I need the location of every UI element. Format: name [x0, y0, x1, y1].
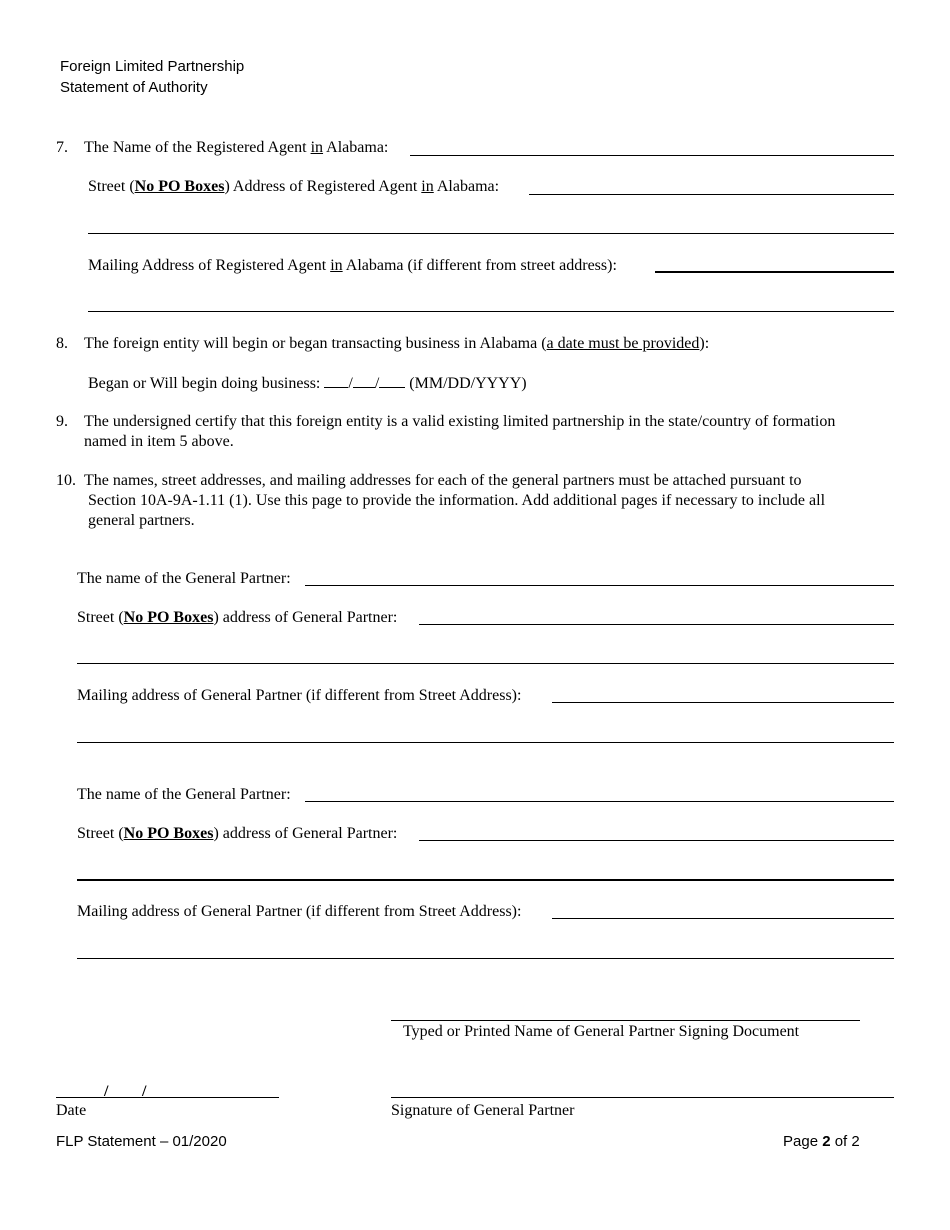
date-separator-2: /	[142, 1083, 147, 1100]
item-9-number: 9.	[56, 413, 68, 430]
agent-street-field-line-2[interactable]	[88, 233, 894, 234]
partner-1-mailing-label: Mailing address of General Partner (if different from Street Address):	[77, 687, 522, 704]
day-field[interactable]	[353, 373, 375, 388]
typed-name-label: Typed or Printed Name of General Partner Signing Document	[403, 1023, 800, 1040]
partner-2-mailing-field-line-2[interactable]	[77, 958, 894, 959]
form-id: FLP Statement – 01/2020	[56, 1133, 227, 1150]
item-7-label: The Name of the Registered Agent in Alabama:	[84, 139, 389, 156]
partner-2-street-label: Street (No PO Boxes) address of General Partner:	[77, 825, 398, 842]
typed-name-field[interactable]	[391, 1020, 860, 1021]
partner-2-street-field-line-2[interactable]	[77, 879, 894, 881]
partner-1-street-field[interactable]	[419, 624, 894, 625]
agent-mailing-field[interactable]	[655, 271, 894, 273]
signature-field[interactable]	[391, 1097, 894, 1098]
partner-1-mailing-field[interactable]	[552, 702, 894, 703]
item-9-line-1: The undersigned certify that this foreign entity is a valid existing limited partnership in the state/country of formation	[84, 413, 836, 430]
business-start-date: Began or Will begin doing business: / / (MM/DD/YYYY)	[88, 375, 527, 392]
partner-2-name-field[interactable]	[305, 801, 894, 802]
item-10-number: 10.	[56, 472, 76, 489]
item-8-number: 8.	[56, 335, 68, 352]
agent-mailing-label: Mailing Address of Registered Agent in Alabama (if different from street address):	[88, 257, 617, 274]
registered-agent-name-field[interactable]	[410, 155, 894, 156]
form-subtitle: Statement of Authority	[60, 79, 208, 96]
item-9-line-2: named in item 5 above.	[84, 433, 234, 450]
agent-street-label: Street (No PO Boxes) Address of Registered Agent in Alabama:	[88, 178, 500, 195]
date-field[interactable]	[56, 1097, 279, 1098]
signature-label: Signature of General Partner	[391, 1102, 575, 1119]
month-field[interactable]	[324, 373, 348, 388]
item-7-number: 7.	[56, 139, 68, 156]
item-8-text: The foreign entity will begin or began transacting business in Alabama (a date must be provided):	[84, 335, 710, 352]
partner-2-mailing-field[interactable]	[552, 918, 894, 919]
form-title: Foreign Limited Partnership	[60, 58, 245, 75]
partner-1-name-field[interactable]	[305, 585, 894, 586]
item-10-line-3: general partners.	[88, 512, 195, 529]
partner-1-street-label: Street (No PO Boxes) address of General Partner:	[77, 609, 398, 626]
partner-2-name-label: The name of the General Partner:	[77, 786, 291, 803]
partner-2-mailing-label: Mailing address of General Partner (if different from Street Address):	[77, 903, 522, 920]
partner-1-name-label: The name of the General Partner:	[77, 570, 291, 587]
agent-mailing-field-line-2[interactable]	[88, 311, 894, 312]
page-number: Page 2 of 2	[783, 1133, 860, 1150]
item-10-line-1: The names, street addresses, and mailing addresses for each of the general partners must be attached pursuant to	[84, 472, 802, 489]
agent-street-field[interactable]	[529, 194, 894, 195]
date-label: Date	[56, 1102, 87, 1119]
date-separator-1: /	[104, 1083, 109, 1100]
partner-2-street-field[interactable]	[419, 840, 894, 841]
partner-1-street-field-line-2[interactable]	[77, 663, 894, 664]
year-field[interactable]	[379, 373, 405, 388]
partner-1-mailing-field-line-2[interactable]	[77, 742, 894, 743]
item-10-line-2: Section 10A-9A-1.11 (1). Use this page to provide the information. Add additional pages if necessary to include all	[88, 492, 826, 509]
